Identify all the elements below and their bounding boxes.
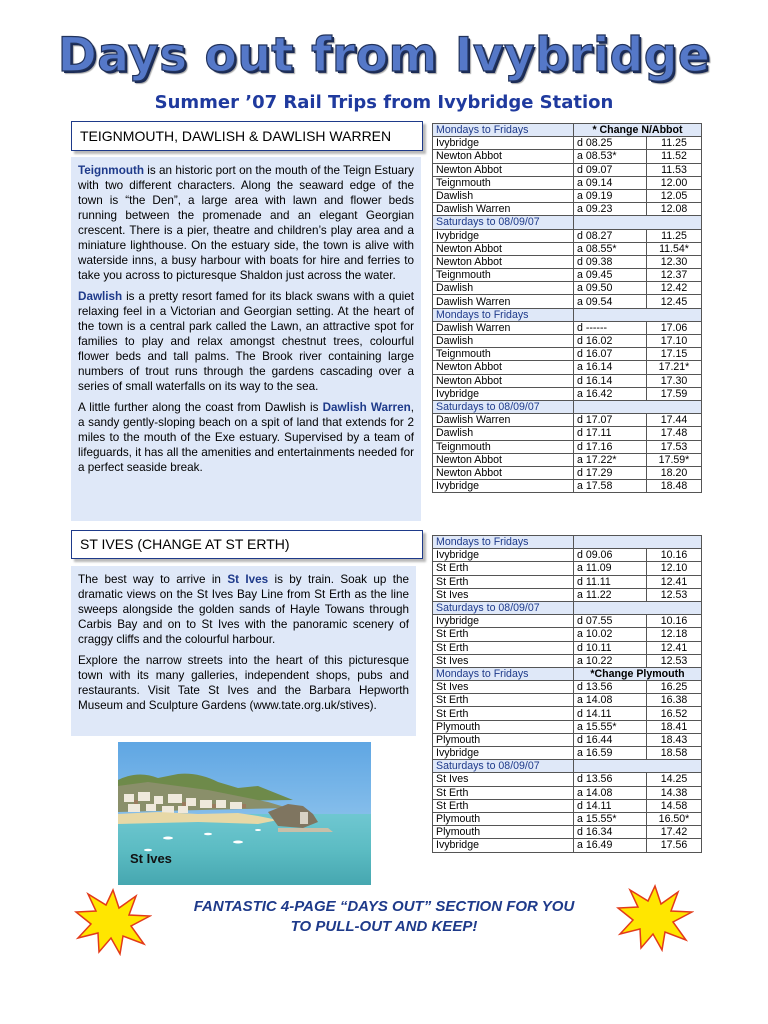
timetable-station: Newton Abbot: [433, 150, 574, 163]
timetable-station: Ivybridge: [433, 229, 574, 242]
timetable-station: Teignmouth: [433, 176, 574, 189]
timetable-station: Dawlish: [433, 282, 574, 295]
timetable-station: Dawlish: [433, 427, 574, 440]
dawlish-warren-name: Dawlish Warren: [322, 401, 411, 414]
timetable-time-2: 17.48: [647, 427, 702, 440]
timetable-time-1: d 13.56: [574, 681, 647, 694]
timetable-time-2: 17.06: [647, 321, 702, 334]
timetable-row: [433, 150, 702, 163]
timetable-time-1: d 13.56: [574, 773, 647, 786]
stives-name: St Ives: [227, 573, 269, 586]
timetable-row: [433, 189, 702, 202]
timetable-row: [433, 707, 702, 720]
timetable-time-2: 12.41: [647, 641, 702, 654]
timetable-time-1: d 17.16: [574, 440, 647, 453]
timetable-time-1: a 16.14: [574, 361, 647, 374]
timetable-time-1: a 15.55*: [574, 720, 647, 733]
timetable-station: St Ives: [433, 773, 574, 786]
timetable-time-2: 17.59: [647, 387, 702, 400]
timetable-time-2: 16.52: [647, 707, 702, 720]
timetable-station: Newton Abbot: [433, 453, 574, 466]
timetable-time-1: a 09.54: [574, 295, 647, 308]
timetable-row: [433, 681, 702, 694]
timetable-station: Ivybridge: [433, 480, 574, 493]
timetable-time-1: a 16.59: [574, 747, 647, 760]
timetable-time-2: 11.25: [647, 137, 702, 150]
dawlish-paragraph: [78, 289, 414, 394]
timetable-row: [433, 615, 702, 628]
timetable-time-1: a 17.58: [574, 480, 647, 493]
timetable-station: Newton Abbot: [433, 255, 574, 268]
timetable-stives: [432, 535, 702, 853]
timetable-time-1: d 14.11: [574, 799, 647, 812]
timetable-section-header: [433, 536, 702, 549]
timetable-time-1: a 11.09: [574, 562, 647, 575]
timetable-row: [433, 812, 702, 825]
timetable-time-1: d 17.07: [574, 414, 647, 427]
timetable-time-2: 16.25: [647, 681, 702, 694]
timetable-change-note: [574, 536, 702, 549]
promo-line-2: TO PULL-OUT AND KEEP!: [290, 918, 478, 935]
timetable-time-1: d 16.34: [574, 826, 647, 839]
timetable-time-2: 16.38: [647, 694, 702, 707]
timetable-time-1: d 17.29: [574, 466, 647, 479]
timetable-row: [433, 229, 702, 242]
timetable-change-note: *Change Plymouth: [574, 667, 702, 680]
timetable-row: [433, 466, 702, 479]
timetable-time-1: d 11.11: [574, 575, 647, 588]
timetable-time-2: 10.16: [647, 549, 702, 562]
timetable-time-1: d 08.27: [574, 229, 647, 242]
timetable-time-1: d 09.38: [574, 255, 647, 268]
timetable-row: [433, 255, 702, 268]
stives-text: [71, 566, 416, 736]
stives-description: is by train. Soak up the dramatic views on the St Ives Bay Line from St Erth as the line sweeps alongside the golden sands of Hayle Towans through Carbis Bay and on to St Ives with the panoramic scenery of craggy cliffs and the colourful harbour.: [78, 573, 409, 646]
timetable-time-2: 17.42: [647, 826, 702, 839]
timetable-time-1: d 07.55: [574, 615, 647, 628]
timetable-change-note: [574, 400, 702, 413]
timetable-row: [433, 694, 702, 707]
timetable-time-1: a 17.22*: [574, 453, 647, 466]
timetable-time-2: 16.50*: [647, 812, 702, 825]
timetable-station: St Erth: [433, 575, 574, 588]
page-title: Days out from Ivybridge: [57, 28, 711, 83]
timetable-time-1: d 17.11: [574, 427, 647, 440]
timetable-station: St Erth: [433, 707, 574, 720]
timetable-row: [433, 137, 702, 150]
timetable-time-2: 12.05: [647, 189, 702, 202]
timetable-section-header: [433, 400, 702, 413]
timetable-time-2: 11.52: [647, 150, 702, 163]
teignmouth-text: [71, 157, 421, 521]
timetable-row: [433, 176, 702, 189]
timetable-time-1: a 16.42: [574, 387, 647, 400]
timetable-row: [433, 269, 702, 282]
timetable-row: [433, 773, 702, 786]
starburst-right-icon: [616, 884, 694, 952]
timetable-section-header: [433, 667, 702, 680]
timetable-row: [433, 562, 702, 575]
dawlish-name: Dawlish: [78, 290, 123, 303]
timetable-row: [433, 733, 702, 746]
timetable-row: [433, 321, 702, 334]
timetable-row: [433, 374, 702, 387]
dawlish-description: is a pretty resort famed for its black swans with a quiet relaxing feel in a Victorian and Georgian setting. At the heart of the town is a central park called the Lawn, an attractive spot for families to play and relax amongst chestnut trees, colourful flower beds and tall palms. The Brook river containing large numbers of trout runs through the gardens cascading over a series of small waterfalls on its way to the sea.: [78, 290, 414, 393]
timetable-time-2: 17.30: [647, 374, 702, 387]
teignmouth-heading: TEIGNMOUTH, DAWLISH & DAWLISH WARREN: [80, 128, 392, 144]
timetable-row: [433, 628, 702, 641]
timetable-time-2: 10.16: [647, 615, 702, 628]
timetable-time-2: 11.53: [647, 163, 702, 176]
timetable-time-2: 12.08: [647, 203, 702, 216]
timetable-change-note: [574, 760, 702, 773]
timetable-station: St Erth: [433, 641, 574, 654]
timetable-section-header: [433, 216, 702, 229]
timetable-section-header: [433, 308, 702, 321]
timetable-change-note: * Change N/Abbot: [574, 124, 702, 137]
dawlish-warren-paragraph: [78, 400, 414, 475]
timetable-row: [433, 335, 702, 348]
timetable-time-1: d 16.07: [574, 348, 647, 361]
timetable-station: Plymouth: [433, 812, 574, 825]
timetable-station: Teignmouth: [433, 440, 574, 453]
timetable-time-2: 17.44: [647, 414, 702, 427]
timetable-time-1: d 16.44: [574, 733, 647, 746]
timetable-time-2: 14.58: [647, 799, 702, 812]
timetable-time-1: d 16.02: [574, 335, 647, 348]
timetable-time-1: a 09.23: [574, 203, 647, 216]
timetable-time-2: 17.21*: [647, 361, 702, 374]
timetable-time-2: 12.37: [647, 269, 702, 282]
timetable-time-2: 18.58: [647, 747, 702, 760]
timetable-time-2: 18.41: [647, 720, 702, 733]
timetable-time-2: 11.54*: [647, 242, 702, 255]
stives-heading: ST IVES (CHANGE AT ST ERTH): [80, 536, 290, 552]
timetable-time-1: d 10.11: [574, 641, 647, 654]
timetable-time-1: a 11.22: [574, 588, 647, 601]
timetable-row: [433, 654, 702, 667]
timetable-time-2: 17.59*: [647, 453, 702, 466]
timetable-row: [433, 720, 702, 733]
timetable-days-label: Mondays to Fridays: [433, 667, 574, 680]
timetable-row: [433, 588, 702, 601]
timetable-station: Dawlish Warren: [433, 203, 574, 216]
timetable-days-label: Saturdays to 08/09/07: [433, 216, 574, 229]
timetable-section-header: [433, 124, 702, 137]
timetable-time-2: 12.45: [647, 295, 702, 308]
page-subtitle: Summer ’07 Rail Trips from Ivybridge Station: [154, 92, 614, 113]
teignmouth-description: is an historic port on the mouth of the Teign Estuary with two different characters. Along the seaward edge of the town is “the Den”, a large area with lawn and flower beds running between the promenade and an elegant Georgian crescent. There is a pier, theatre and children’s play area and a miniature lighthouse. On the estuary side, the town is alive with waterside inns, a busy harbour with boats for hire and ferries to take you across to picturesque Shaldon just across the water.: [78, 164, 414, 282]
timetable-time-1: a 08.55*: [574, 242, 647, 255]
dawlish-warren-description: , a sandy gently-sloping beach on a spit of land that extends for 2 miles to the mouth of the Exe estuary. Supervised by a team of lifeguards, it has all the amenities and entertainments needed for a perfect seaside break.: [78, 401, 414, 474]
timetable-time-1: d 08.25: [574, 137, 647, 150]
timetable-change-note: [574, 216, 702, 229]
timetable-change-note: [574, 308, 702, 321]
timetable-station: Newton Abbot: [433, 374, 574, 387]
timetable-time-1: d 09.07: [574, 163, 647, 176]
timetable-station: Ivybridge: [433, 137, 574, 150]
timetable-time-1: d 14.11: [574, 707, 647, 720]
timetable-row: [433, 641, 702, 654]
timetable-time-1: a 09.50: [574, 282, 647, 295]
timetable-time-1: d 16.14: [574, 374, 647, 387]
timetable-row: [433, 786, 702, 799]
timetable-time-2: 17.56: [647, 839, 702, 852]
dawlish-warren-intro: A little further along the coast from Dawlish is: [78, 401, 323, 414]
timetable-time-2: 12.00: [647, 176, 702, 189]
timetable-row: [433, 747, 702, 760]
timetable-row: [433, 427, 702, 440]
timetable-row: [433, 839, 702, 852]
timetable-row: [433, 826, 702, 839]
timetable-time-1: a 14.08: [574, 694, 647, 707]
timetable-time-2: 12.53: [647, 654, 702, 667]
timetable-time-1: d ------: [574, 321, 647, 334]
timetable-station: Dawlish Warren: [433, 414, 574, 427]
timetable-days-label: Saturdays to 08/09/07: [433, 400, 574, 413]
timetable-station: Ivybridge: [433, 747, 574, 760]
timetable-days-label: Saturdays to 08/09/07: [433, 601, 574, 614]
stives-intro: The best way to arrive in: [78, 573, 228, 586]
timetable-time-2: 18.43: [647, 733, 702, 746]
timetable-station: St Erth: [433, 694, 574, 707]
timetable-row: [433, 348, 702, 361]
timetable-station: Newton Abbot: [433, 361, 574, 374]
timetable-station: Plymouth: [433, 733, 574, 746]
timetable-time-2: 17.10: [647, 335, 702, 348]
timetable-station: Teignmouth: [433, 348, 574, 361]
timetable-time-1: a 09.45: [574, 269, 647, 282]
timetable-row: [433, 361, 702, 374]
teignmouth-name: Teignmouth: [78, 164, 144, 177]
timetable-station: Plymouth: [433, 720, 574, 733]
timetable-row: [433, 163, 702, 176]
timetable-time-2: 11.25: [647, 229, 702, 242]
pullout-promo: [160, 897, 608, 937]
timetable-time-2: 12.42: [647, 282, 702, 295]
timetable-row: [433, 295, 702, 308]
timetable-days-label: Saturdays to 08/09/07: [433, 760, 574, 773]
timetable-time-1: a 09.19: [574, 189, 647, 202]
timetable-time-2: 18.48: [647, 480, 702, 493]
photo-caption: St Ives: [130, 851, 172, 866]
starburst-left-icon: [74, 888, 152, 956]
timetable-station: Ivybridge: [433, 387, 574, 400]
timetable-station: Ivybridge: [433, 839, 574, 852]
timetable-station: St Ives: [433, 654, 574, 667]
timetable-station: Teignmouth: [433, 269, 574, 282]
timetable-time-2: 17.15: [647, 348, 702, 361]
timetable-station: Newton Abbot: [433, 466, 574, 479]
timetable-time-2: 12.41: [647, 575, 702, 588]
timetable-station: St Erth: [433, 799, 574, 812]
timetable-section-header: [433, 760, 702, 773]
stives-paragraph-1: [78, 572, 409, 647]
timetable-section-header: [433, 601, 702, 614]
timetable-station: St Erth: [433, 628, 574, 641]
timetable-time-2: 12.30: [647, 255, 702, 268]
timetable-time-1: d 09.06: [574, 549, 647, 562]
timetable-time-1: a 10.22: [574, 654, 647, 667]
timetable-time-1: a 10.02: [574, 628, 647, 641]
timetable-days-label: Mondays to Fridays: [433, 124, 574, 137]
timetable-time-2: 14.25: [647, 773, 702, 786]
timetable-days-label: Mondays to Fridays: [433, 536, 574, 549]
timetable-row: [433, 453, 702, 466]
timetable-row: [433, 242, 702, 255]
timetable-time-1: a 15.55*: [574, 812, 647, 825]
timetable-time-1: a 08.53*: [574, 150, 647, 163]
timetable-station: St Erth: [433, 786, 574, 799]
timetable-time-2: 12.18: [647, 628, 702, 641]
timetable-station: Dawlish Warren: [433, 321, 574, 334]
timetable-days-label: Mondays to Fridays: [433, 308, 574, 321]
timetable-row: [433, 799, 702, 812]
stives-paragraph-2: Explore the narrow streets into the heart of this picturesque town with its many galleries, independent shops, pubs and restaurants. Visit Tate St Ives and the Barbara Hepworth Museum and Sculpture Gardens (www.tate.org.uk/stives).: [78, 654, 409, 712]
timetable-row: [433, 203, 702, 216]
timetable-time-1: a 09.14: [574, 176, 647, 189]
timetable-change-note: [574, 601, 702, 614]
timetable-station: Dawlish Warren: [433, 295, 574, 308]
timetable-station: Dawlish: [433, 335, 574, 348]
timetable-station: Plymouth: [433, 826, 574, 839]
promo-line-1: FANTASTIC 4-PAGE “DAYS OUT” SECTION FOR YOU: [193, 898, 575, 915]
timetable-time-2: 12.10: [647, 562, 702, 575]
timetable-row: [433, 575, 702, 588]
timetable-time-2: 14.38: [647, 786, 702, 799]
timetable-station: Ivybridge: [433, 615, 574, 628]
teignmouth-paragraph: [78, 163, 414, 283]
timetable-row: [433, 480, 702, 493]
timetable-station: St Ives: [433, 588, 574, 601]
timetable-row: [433, 282, 702, 295]
timetable-time-1: a 14.08: [574, 786, 647, 799]
timetable-station: St Ives: [433, 681, 574, 694]
timetable-row: [433, 414, 702, 427]
timetable-station: Newton Abbot: [433, 163, 574, 176]
timetable-time-2: 12.53: [647, 588, 702, 601]
timetable-station: Newton Abbot: [433, 242, 574, 255]
timetable-row: [433, 387, 702, 400]
timetable-station: St Erth: [433, 562, 574, 575]
timetable-row: [433, 440, 702, 453]
timetable-station: Ivybridge: [433, 549, 574, 562]
timetable-teignmouth: [432, 123, 702, 493]
timetable-time-2: 17.53: [647, 440, 702, 453]
timetable-time-1: a 16.49: [574, 839, 647, 852]
timetable-row: [433, 549, 702, 562]
timetable-station: Dawlish: [433, 189, 574, 202]
timetable-time-2: 18.20: [647, 466, 702, 479]
